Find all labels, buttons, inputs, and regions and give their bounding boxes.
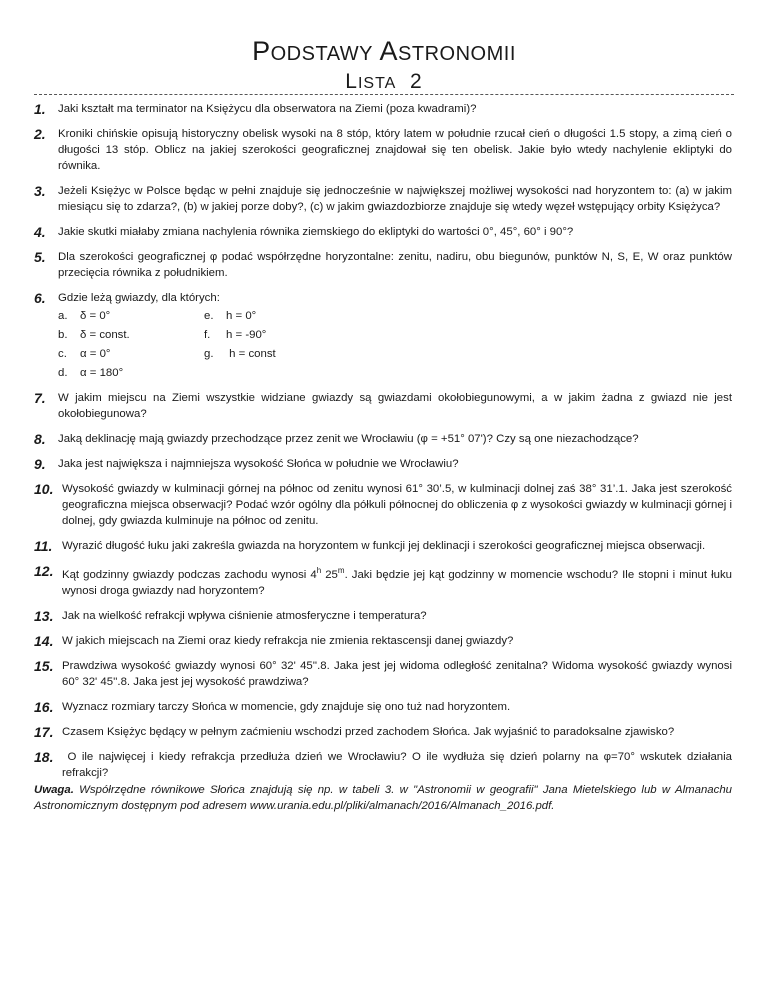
problem-text: Jakie skutki miałaby zmiana nachylenia równika ziemskiego do ekliptyki do wartości 0°, 45°, 60° i 90°? xyxy=(58,226,574,238)
footnote-text: Współrzędne równikowe Słońca znajdują się np. w tabeli 3. w "Astronomii w geografii" Jana Mietelskiego lub w Almanachu Astronomicznym dostępnym pod adresem www.urania.edu.pl/pliki/almanach/2016/Almanach_2016.pdf. xyxy=(34,784,732,812)
problem-text: Gdzie leżą gwiazdy, dla których: xyxy=(58,292,220,304)
title-initial-a: A xyxy=(379,36,399,66)
problem-number: 6. xyxy=(34,290,46,306)
sublist-label: c. xyxy=(58,348,67,360)
problem-3 xyxy=(34,183,732,215)
sublist-label: b. xyxy=(58,329,68,341)
problem-2 xyxy=(34,126,732,174)
problem-1 xyxy=(34,101,732,117)
problem-13 xyxy=(34,608,732,624)
problem-14 xyxy=(34,633,732,649)
problem-text: Wyznacz rozmiary tarczy Słońca w momencie, gdy znajduje się ono tuż nad horyzontem. xyxy=(62,700,511,713)
problem-11 xyxy=(34,538,732,554)
subtitle-rest: ISTA xyxy=(357,75,397,92)
problem-number: 3. xyxy=(34,183,46,199)
sublist-item: α = 180° xyxy=(80,367,124,379)
problem-5 xyxy=(34,249,732,281)
sublist-item: α = 0° xyxy=(80,348,111,360)
sublist-item: h = const xyxy=(226,348,276,360)
title-rest-astronomii: STRONOMII xyxy=(398,43,516,65)
problem-12 xyxy=(34,563,732,599)
problem-number: 11. xyxy=(34,538,53,554)
problem-text: W jakich miejscach na Ziemi oraz kiedy refrakcja nie zmienia rektascensji danej gwiazdy? xyxy=(62,634,514,647)
sublist-label: a. xyxy=(58,310,68,322)
problem-number: 5. xyxy=(34,249,46,265)
sublist-label: d. xyxy=(58,367,68,379)
problem-number: 13. xyxy=(34,607,54,624)
footnote-label: Uwaga. xyxy=(34,784,74,796)
problem-text-part: 25 xyxy=(321,568,338,581)
problem-text: W jakim miejscu na Ziemi wszystkie widziane gwiazdy są gwiazdami okołobiegunowymi, a w jakim żadna z gwiazd nie jest okołobiegunowa? xyxy=(58,392,732,420)
title-initial-p: P xyxy=(252,36,271,66)
problem-text-part: . Jaki będzie jej kąt godzinny w momencie wschodu? Ile stopni i minut łuku wynosi droga gwiazdy nad horyzontem? xyxy=(62,568,732,597)
problem-7 xyxy=(34,390,732,422)
page-title xyxy=(0,36,768,67)
problem-text: Kroniki chińskie opisują historyczny obelisk wysoki na 8 stóp, który latem w południe rzucał cień o długości 1.5 stopy, a zimą cień o długości 13 stóp. Oblicz na jakiej szerokości geograficznej znajdował się ten obelisk. Jakie było wtedy nachylenie ekliptyki do równika. xyxy=(58,128,732,172)
subtitle-initial: L xyxy=(345,70,358,93)
sublist-label: f. xyxy=(204,329,211,341)
sublist-item: δ = 0° xyxy=(80,310,111,322)
problem-number: 14. xyxy=(34,632,54,649)
problem-text: Czasem Księżyc będący w pełnym zaćmieniu wschodzi przed zachodem Słońca. Jak wyjaśnić to paradoksalne zjawisko? xyxy=(62,725,675,738)
problem-6-sublist xyxy=(58,308,732,381)
problem-number: 8. xyxy=(34,431,46,447)
problem-4 xyxy=(34,224,732,240)
problem-number: 18. xyxy=(34,748,54,765)
minutes-superscript: m xyxy=(337,566,345,575)
hours-superscript: h xyxy=(316,566,322,575)
sublist-item: h = -90° xyxy=(226,329,267,341)
problem-16 xyxy=(34,699,732,715)
title-rest-podstawy: ODSTAWY xyxy=(270,43,374,65)
problem-6 xyxy=(34,290,732,381)
problem-text: Jak na wielkość refrakcji wpływa ciśnienie atmosferyczne i temperatura? xyxy=(62,609,427,622)
problem-text: Wysokość gwiazdy w kulminacji górnej na północ od zenitu wynosi 61° 30’.5, w kulminacji dolnej zaś 38° 31’.1. Jaka jest szerokość geograficzna miejsca obserwacji? Podać wzór ogólny dla półkuli północnej do obliczenia φ z wysokości gwiazdy w kulminacji górnej i dolnej, gdy gwiazda kulminuje na północ od zenitu. xyxy=(62,483,732,527)
problem-text: Jaki kształt ma terminator na Księżycu dla obserwatora na Ziemi (poza kwadrami)? xyxy=(58,103,477,115)
problem-number: 12. xyxy=(34,563,54,579)
problem-text: Prawdziwa wysokość gwiazdy wynosi 60° 32' 45''.8. Jaka jest jej widoma odległość zenitalna? Widoma wysokość gwiazdy wynosi 60° 32' 45''.8. Jaka jest jej wysokość prawdziwa? xyxy=(62,659,732,688)
problem-number: 9. xyxy=(34,456,46,472)
problem-list xyxy=(34,101,736,790)
problem-18 xyxy=(34,748,736,781)
problem-number: 10. xyxy=(34,481,54,497)
problem-text: O ile najwięcej i kiedy refrakcja przedłuża dzień we Wrocławiu? O ile wydłuża się dzień polarny na φ=70° wskutek działania refrakcji? xyxy=(62,750,736,779)
problem-text: Jeżeli Księżyc w Polsce będąc w pełni znajduje się jednocześnie w największej możliwej wysokości nad horyzontem to: (a) w jakim miesiącu się to zdarza?, (b) w jakiej porze doby?, (c) w jakim gwiazdozbiorze znajduje się wtedy węzeł wstępujący orbity Księżyca? xyxy=(58,185,732,213)
footnote xyxy=(34,782,732,814)
problem-9 xyxy=(34,456,732,472)
problem-number: 2. xyxy=(34,126,46,142)
problem-text: Wyrazić długość łuku jaki zakreśla gwiazda na horyzontem w funkcji jej deklinacji i szerokości geograficznej miejsca obserwacji. xyxy=(62,540,706,552)
problem-text-part: Kąt godzinny gwiazdy podczas zachodu wynosi 4 xyxy=(62,568,317,581)
problem-number: 1. xyxy=(34,101,46,117)
problem-text: Jaką deklinację mają gwiazdy przechodzące przez zenit we Wrocławiu (φ = +51° 07')? Czy są one niezachodzące? xyxy=(58,433,639,445)
problem-number: 17. xyxy=(34,723,54,740)
subtitle-number: 2 xyxy=(410,70,423,93)
sublist-label: e. xyxy=(204,310,214,322)
problem-8 xyxy=(34,431,732,447)
problem-10 xyxy=(34,481,732,529)
header-divider xyxy=(34,94,734,95)
problem-number: 15. xyxy=(34,657,54,674)
problem-number: 16. xyxy=(34,698,54,715)
problem-number: 7. xyxy=(34,390,46,406)
problem-number: 4. xyxy=(34,224,46,240)
sublist-label: g. xyxy=(204,348,214,360)
problem-text: Dla szerokości geograficznej φ podać współrzędne horyzontalne: zenitu, nadiru, obu biegunów, punktów N, S, E, W oraz punktów przecięcia równika z południkiem. xyxy=(58,251,732,279)
problem-text xyxy=(62,563,732,599)
problem-15 xyxy=(34,658,732,690)
problem-17 xyxy=(34,724,732,740)
problem-text: Jaka jest największa i najmniejsza wysokość Słońca w południe we Wrocławiu? xyxy=(58,458,459,470)
sublist-item: δ = const. xyxy=(80,329,130,341)
page-subtitle xyxy=(0,70,768,94)
sublist-item: h = 0° xyxy=(226,310,257,322)
